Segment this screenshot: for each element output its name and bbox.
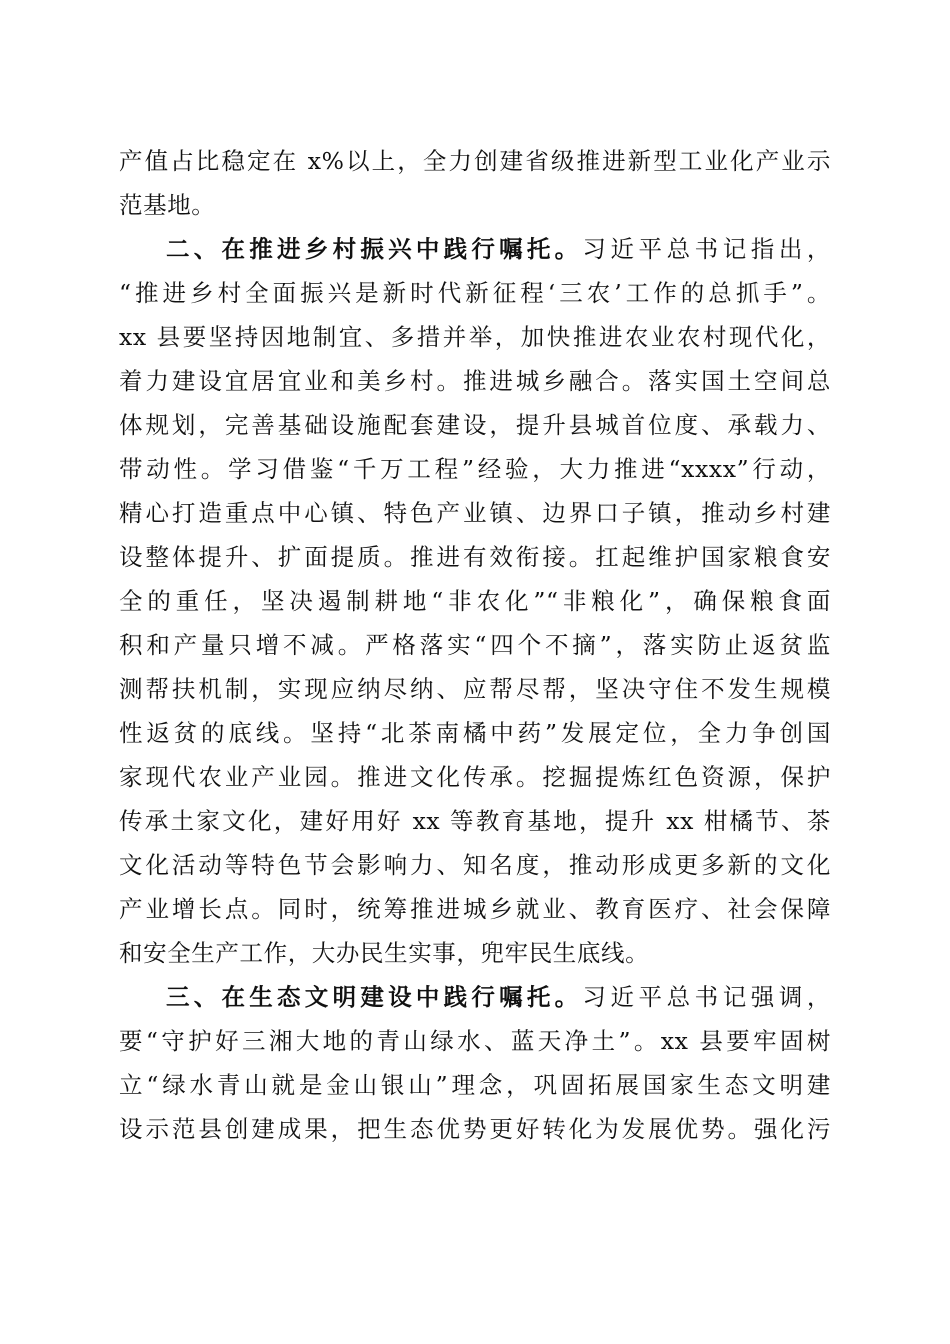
- body-line: 和安全生产工作，大办民生实事，兜牢民生底线。: [119, 939, 650, 967]
- body-line: 测帮扶机制，实现应纳尽纳、应帮尽帮，坚决守住不发生规模: [119, 675, 831, 703]
- body-line: 文化活动等特色节会影响力、知名度，推动形成更多新的文化: [119, 851, 831, 879]
- body-line: “推进乡村全面振兴是新时代新征程‘三农’工作的总抓手”。: [119, 279, 831, 307]
- body-line: 家现代农业产业园。推进文化传承。挖掘提炼红色资源，保护: [119, 763, 831, 791]
- body-line: 全的重任，坚决遏制耕地“非农化”“非粮化”，确保粮食面: [119, 587, 831, 615]
- body-line: 带动性。学习借鉴“千万工程”经验，大力推进“xxxx”行动，: [119, 455, 831, 483]
- section-2-heading: 二、在推进乡村振兴中践行嘱托。: [166, 235, 583, 263]
- body-line: 产值占比稳定在 x%以上，全力创建省级推进新型工业化产业示: [119, 147, 831, 175]
- section-2-intro: 习近平总书记指出，: [582, 235, 832, 263]
- body-line: 体规划，完善基础设施配套建设，提升县城首位度、承载力、: [119, 411, 831, 439]
- body-line: 积和产量只增不减。严格落实“四个不摘”，落实防止返贫监: [119, 631, 831, 659]
- body-line: 立“绿水青山就是金山银山”理念，巩固拓展国家生态文明建: [119, 1071, 831, 1099]
- body-line: 精心打造重点中心镇、特色产业镇、边界口子镇，推动乡村建: [119, 499, 831, 527]
- body-line: xx 县要坚持因地制宜、多措并举，加快推进农业农村现代化，: [119, 323, 831, 351]
- section-3-first-line: [166, 979, 831, 1015]
- body-line: 设整体提升、扩面提质。推进有效衔接。扛起维护国家粮食安: [119, 543, 831, 571]
- body-line: 要“守护好三湘大地的青山绿水、蓝天净土”。xx 县要牢固树: [119, 1027, 831, 1055]
- section-3-heading: 三、在生态文明建设中践行嘱托。: [166, 983, 583, 1011]
- body-line: 产业增长点。同时，统筹推进城乡就业、教育医疗、社会保障: [119, 895, 831, 923]
- body-line: 范基地。: [119, 191, 216, 219]
- body-line: 传承土家文化，建好用好 xx 等教育基地，提升 xx 柑橘节、茶: [119, 807, 831, 835]
- section-2-first-line: [166, 231, 831, 267]
- body-line: 着力建设宜居宜业和美乡村。推进城乡融合。落实国土空间总: [119, 367, 831, 395]
- body-line: 性返贫的底线。坚持“北茶南橘中药”发展定位，全力争创国: [119, 719, 831, 747]
- body-line: 设示范县创建成果，把生态优势更好转化为发展优势。强化污: [119, 1115, 831, 1143]
- section-3-intro: 习近平总书记强调，: [582, 983, 832, 1011]
